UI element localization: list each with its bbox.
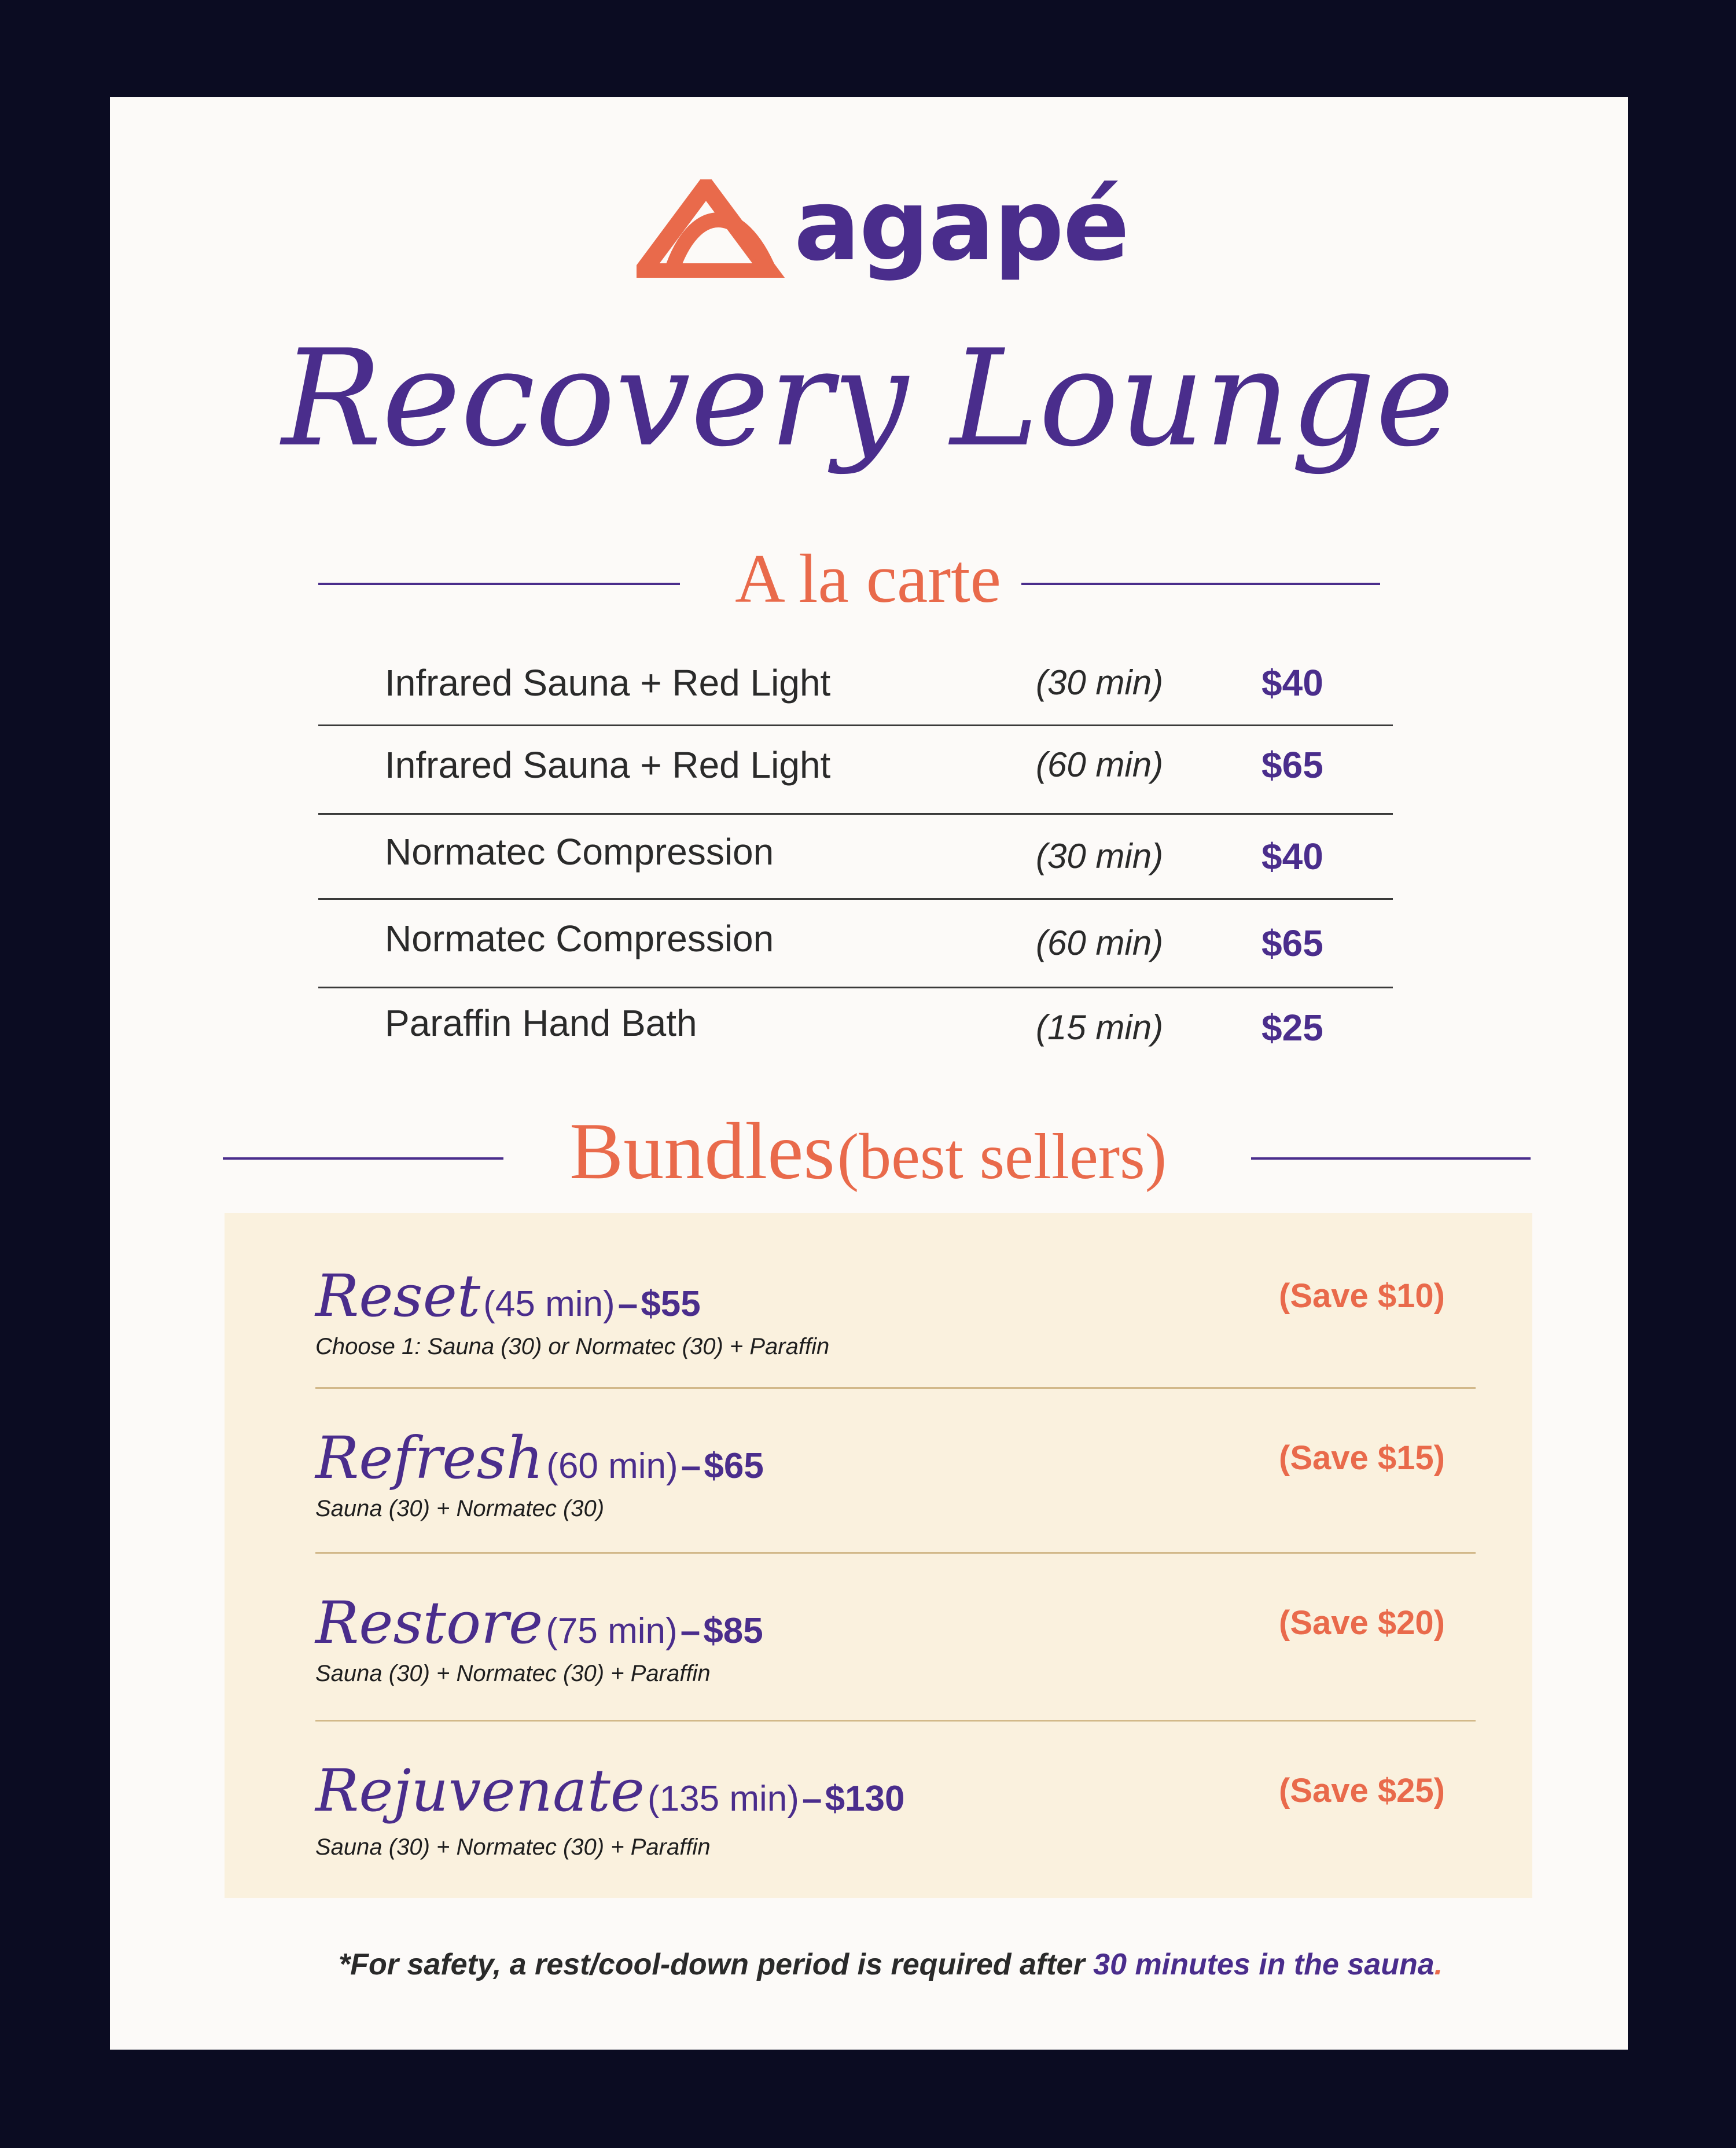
brand-name: agapé xyxy=(794,168,1129,283)
bundle-separator: – xyxy=(681,1446,701,1486)
bundle-divider xyxy=(315,1720,1476,1722)
bundle-description: Sauna (30) + Normatec (30) xyxy=(315,1496,605,1521)
bundle-price: $85 xyxy=(703,1611,763,1651)
a-la-carte-heading: A la carte xyxy=(735,540,1001,617)
bundle-description: Sauna (30) + Normatec (30) + Paraffin xyxy=(315,1834,711,1860)
item-name: Paraffin Hand Bath xyxy=(385,1002,697,1044)
brand-logo xyxy=(637,168,1129,284)
page-title: Recovery Lounge xyxy=(281,322,1455,476)
row-divider xyxy=(318,724,1393,726)
bundle-duration: (135 min) xyxy=(648,1779,799,1819)
bundle-separator: – xyxy=(680,1611,701,1651)
row-divider xyxy=(318,813,1393,815)
item-name: Infrared Sauna + Red Light xyxy=(385,662,831,704)
bundle-savings: (Save $20) xyxy=(1279,1604,1445,1642)
bundle-name: Rejuvenate xyxy=(315,1757,645,1825)
footnote-end: . xyxy=(1434,1948,1443,1981)
bundle-price: $130 xyxy=(825,1779,905,1819)
bundle-separator: – xyxy=(617,1284,638,1324)
item-price: $40 xyxy=(1261,662,1323,704)
agape-mark-icon xyxy=(637,179,793,278)
item-name: Infrared Sauna + Red Light xyxy=(385,744,831,786)
bundles-note: (best sellers) xyxy=(837,1121,1167,1193)
heading-rule-right xyxy=(1021,583,1380,585)
menu-item xyxy=(318,988,1393,1058)
item-price: $65 xyxy=(1261,922,1323,964)
item-duration: (15 min) xyxy=(1036,1008,1164,1047)
bundle-savings: (Save $15) xyxy=(1279,1439,1445,1477)
bundle-savings: (Save $25) xyxy=(1279,1772,1445,1809)
row-divider xyxy=(318,898,1393,900)
menu-item xyxy=(318,817,1393,887)
item-duration: (60 min) xyxy=(1036,924,1164,962)
footnote-text: *For safety, a rest/cool-down period is required after xyxy=(339,1948,1085,1981)
bundle-separator: – xyxy=(802,1779,822,1819)
menu-item xyxy=(318,904,1393,973)
bundle-name: Refresh xyxy=(315,1424,544,1492)
bundle-price: $55 xyxy=(641,1284,701,1324)
item-price: $40 xyxy=(1261,836,1323,877)
item-price: $65 xyxy=(1261,744,1323,786)
bundle-price: $65 xyxy=(704,1446,764,1486)
bundle-item xyxy=(315,1750,1476,1866)
bundle-description: Sauna (30) + Normatec (30) + Paraffin xyxy=(315,1661,711,1686)
bundle-item xyxy=(315,1418,1476,1533)
bundle-divider xyxy=(315,1552,1476,1554)
bundle-description: Choose 1: Sauna (30) or Normatec (30) + Paraffin xyxy=(315,1334,830,1359)
bundle-item xyxy=(315,1256,1476,1371)
item-name: Normatec Compression xyxy=(385,831,774,873)
menu-item xyxy=(318,730,1393,800)
safety-footnote xyxy=(339,1941,1443,1988)
bundles-title: Bundles xyxy=(569,1106,835,1196)
bundle-duration: (45 min) xyxy=(483,1284,615,1324)
item-duration: (30 min) xyxy=(1036,663,1164,702)
footnote-highlight: 30 minutes in the sauna xyxy=(1093,1948,1435,1981)
item-duration: (30 min) xyxy=(1036,837,1164,876)
bundle-name: Restore xyxy=(315,1589,543,1657)
heading-rule-right xyxy=(1251,1157,1531,1160)
item-duration: (60 min) xyxy=(1036,745,1164,784)
bundle-name: Reset xyxy=(315,1262,481,1330)
bundle-item xyxy=(315,1583,1476,1698)
bundle-divider xyxy=(315,1387,1476,1389)
item-name: Normatec Compression xyxy=(385,918,774,959)
bundles-heading xyxy=(0,1108,1736,1219)
item-price: $25 xyxy=(1261,1007,1323,1049)
bundle-savings: (Save $10) xyxy=(1279,1277,1445,1315)
bundle-duration: (75 min) xyxy=(546,1611,678,1651)
bundle-duration: (60 min) xyxy=(546,1446,678,1486)
menu-item xyxy=(318,648,1393,718)
bundle-headline xyxy=(315,1750,905,1848)
